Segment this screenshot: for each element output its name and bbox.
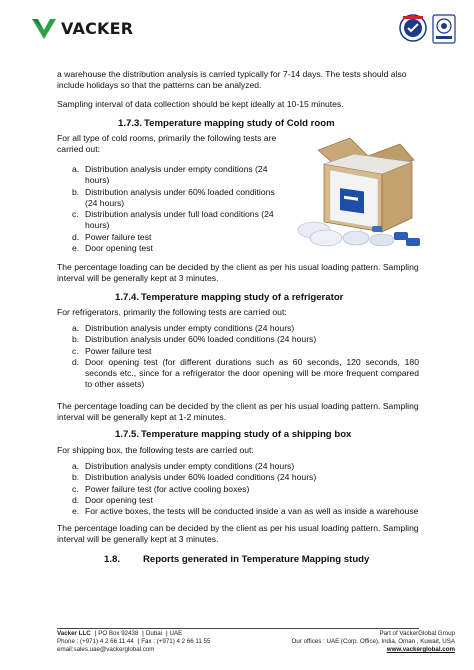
quality-seal-icon (431, 14, 457, 49)
section-heading-1-7-5 (115, 429, 351, 440)
section-heading-1-7-4 (115, 292, 343, 303)
section-title: Reports generated in Temperature Mapping study (143, 554, 370, 565)
footer-phone: Phone : (+971) 4 2 66 11 44 (57, 638, 134, 645)
section-intro: For shipping box, the following tests are carried out: (57, 445, 254, 455)
list-item: a. Distribution analysis under empty conditions (24 hours) (72, 164, 268, 186)
refrigerator-test-list (57, 323, 419, 391)
section-title: Temperature mapping study of a refrigerator (141, 292, 344, 303)
list-item: e. Door opening test (72, 243, 153, 254)
sampling-paragraph: Sampling interval of data collection should be kept ideally at 10-15 minutes. (57, 99, 344, 109)
list-item: d. Power failure test (72, 231, 152, 242)
footer-divider (57, 628, 419, 629)
certification-seal-icon (399, 14, 427, 47)
section-heading-1-7-3 (118, 118, 335, 129)
footer-country: UAE (169, 630, 183, 637)
list-item: a. Distribution analysis under empty conditions (24 hours) (72, 461, 295, 471)
footer-po-box: PO Box 92438 (98, 630, 139, 637)
section-outro: The percentage loading can be decided by the client as per his usual loading pattern. Sampling interval will be generally kept at 1-2 minutes. (57, 401, 419, 423)
list-item: c. Distribution analysis under full load conditions (24 hours) (72, 209, 274, 231)
intro-paragraph: a warehouse the distribution analysis is carried typically for 7-14 days. The tests should also include holidays so that the patterns can be analyzed. (57, 69, 407, 91)
section-number: 1.8. (104, 554, 121, 565)
cold-room-test-list (57, 164, 289, 254)
section-number: 1.7.5. (115, 429, 140, 440)
section-heading-1-8 (104, 554, 369, 565)
section-title: Temperature mapping study of Cold room (144, 118, 335, 129)
section-outro: The percentage loading can be decided by the client as per his usual loading pattern. Sampling interval will be generally kept at 3 minutes. (57, 523, 419, 545)
section-outro: The percentage loading can be decided by the client as per his usual loading pattern. Sampling interval will be generally kept at 3 minutes. (57, 262, 419, 284)
brand-name: VACKER (61, 18, 134, 38)
section-number: 1.7.3. (118, 118, 143, 129)
list-item: b. Distribution analysis under 60% loaded conditions (24 hours) (72, 186, 275, 208)
footer-city: Dubai (145, 630, 163, 637)
list-item: e. For active boxes, the tests will be conducted inside a van as well as inside a warehouse (72, 506, 419, 517)
vacker-v-icon (31, 16, 57, 40)
footer-address-line: Vacker LLC | PO Box 92438 | Dubai | UAE (57, 630, 183, 637)
list-item: b. Distribution analysis under 60% loaded conditions (24 hours) (72, 334, 317, 345)
footer-email[interactable]: email:sales.uae@vackerglobal.com (57, 646, 155, 653)
footer-company: Vacker LLC (57, 630, 91, 637)
footer-offices: Our offices : UAE (Corp. Office), India, Oman , Kuwait, USA (291, 638, 455, 645)
section-title: Temperature mapping study of a shipping box (141, 429, 352, 440)
list-item: c. Power failure test (72, 345, 152, 356)
footer-group: Part of VackerGlobal Group (379, 630, 455, 637)
list-item: a. Distribution analysis under empty conditions (24 hours) (72, 323, 295, 333)
shipping-box-image (296, 134, 424, 256)
footer-contact-line: Phone : (+971) 4 2 66 11 44 | Fax : (+971) 4 2 66 11 55 (57, 638, 211, 645)
footer-fax: Fax : (+971) 4 2 66 11 55 (141, 638, 211, 645)
list-item: d. Door opening test (for different durations such as 60 seconds, 120 seconds, 180 seconds etc., since for a refrigerator the door opening will be more frequent compared to other assets) (72, 356, 419, 390)
list-item: b. Distribution analysis under 60% loaded conditions (24 hours) (72, 472, 317, 483)
footer-website-link[interactable]: www.vackerglobal.com (386, 646, 455, 653)
vacker-logo (31, 16, 133, 40)
shipping-box-test-list (57, 461, 419, 517)
list-item: d. Door opening test (72, 494, 153, 505)
section-number: 1.7.4. (115, 292, 140, 303)
section-intro: For refrigerators, primarily the following tests are carried out: (57, 307, 287, 317)
list-item: c. Power failure test (for active cooling boxes) (72, 483, 250, 494)
section-intro: For all type of cold rooms, primarily the following tests are carried out: (57, 133, 277, 155)
